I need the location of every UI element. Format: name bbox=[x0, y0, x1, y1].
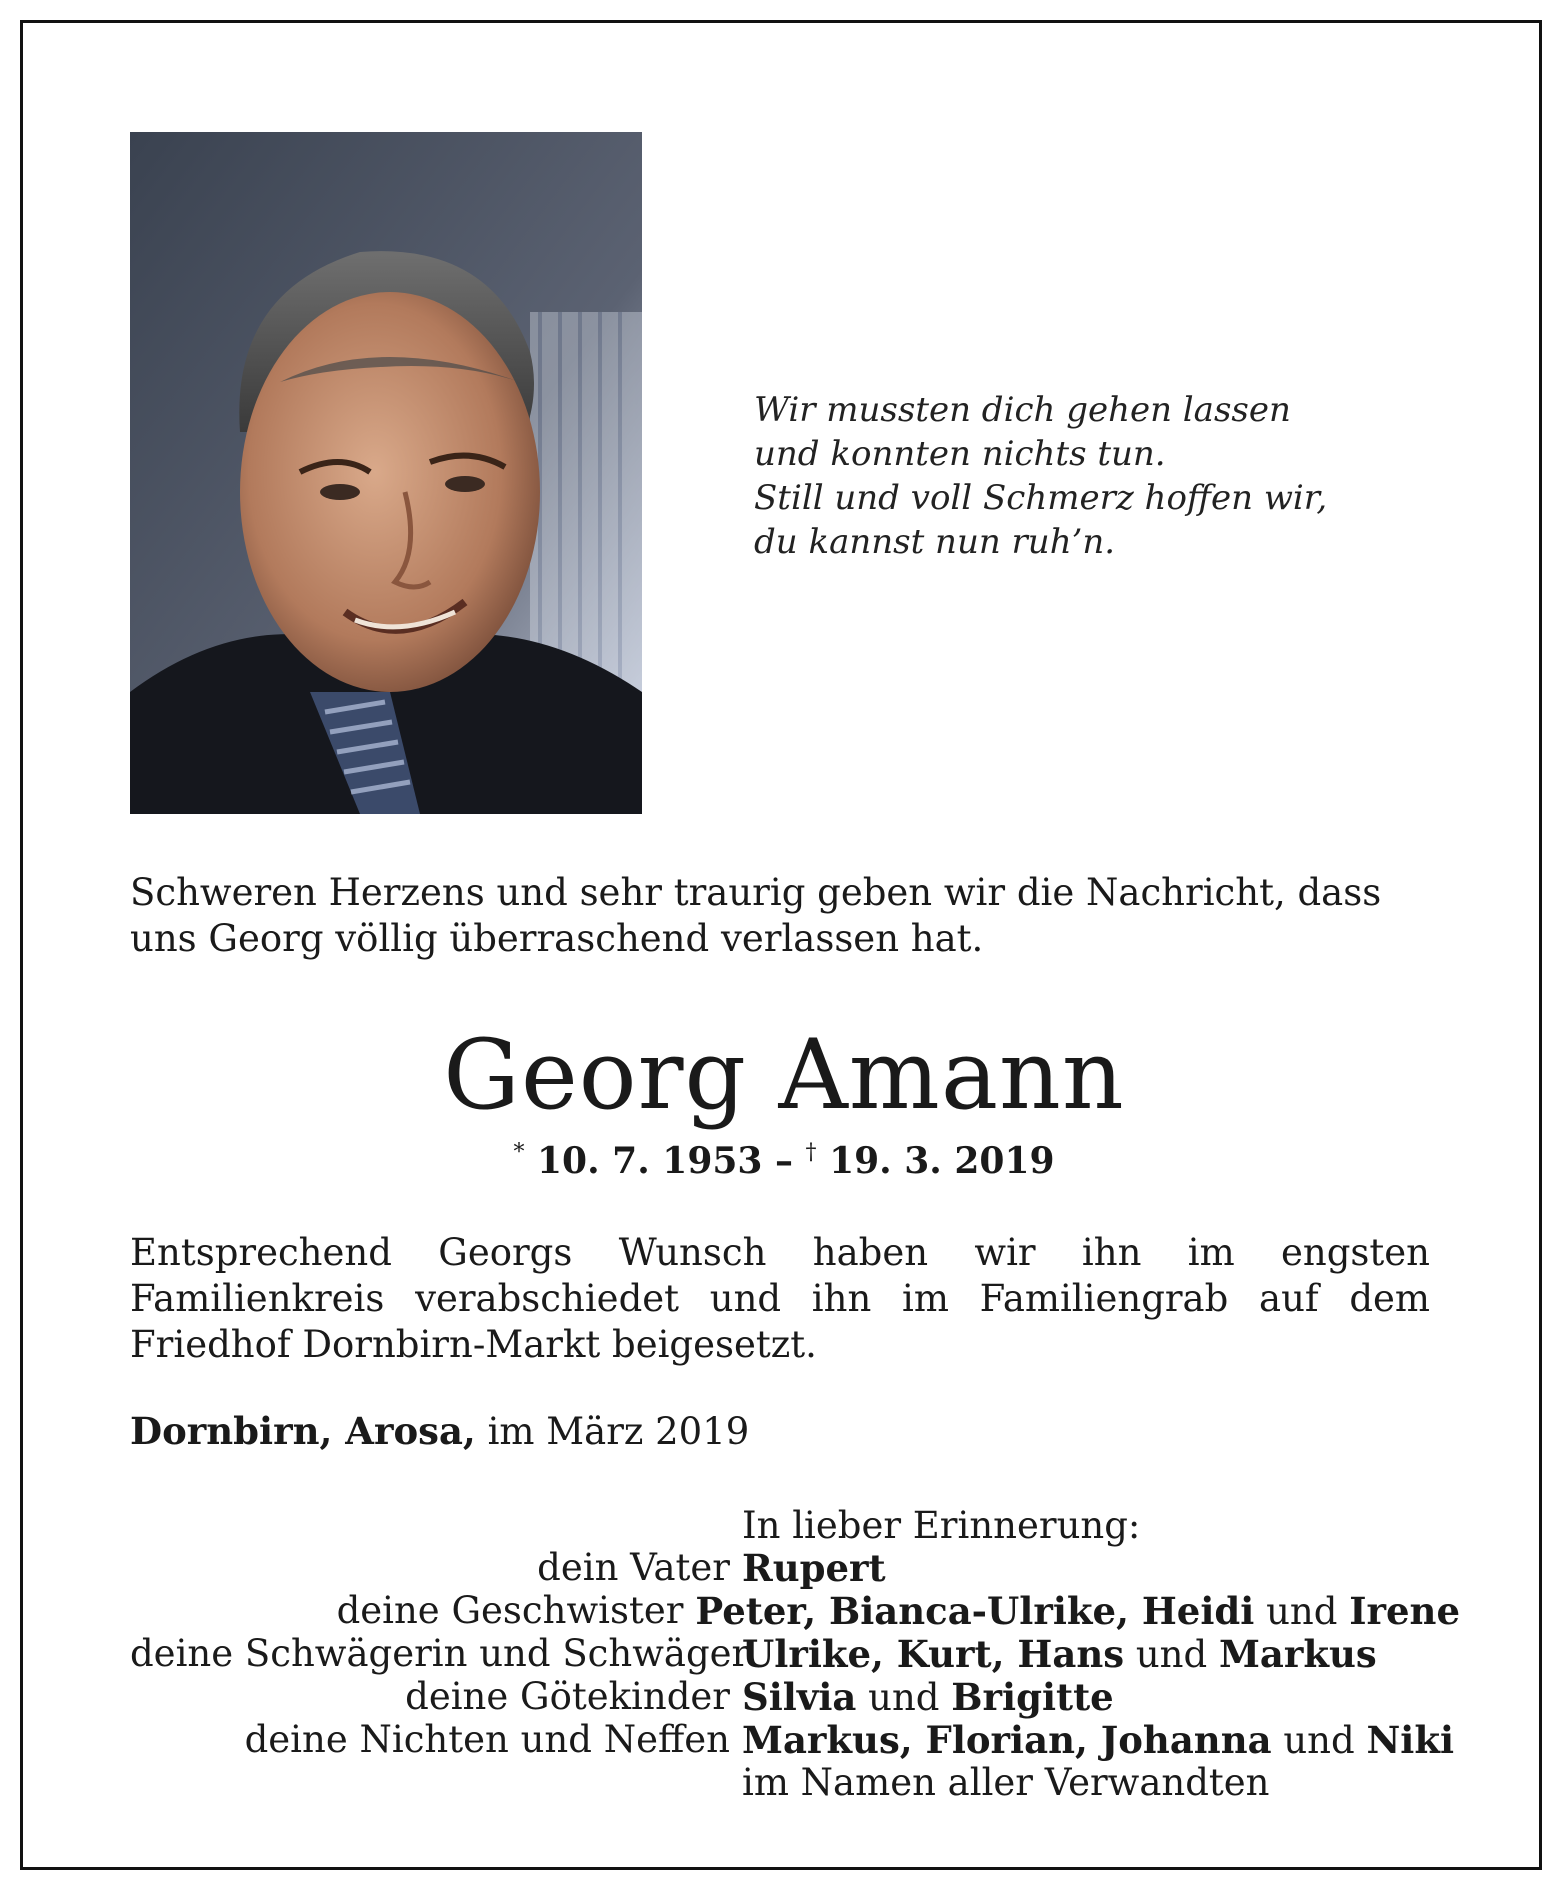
poem-line: und konnten nichts tun. bbox=[754, 434, 1166, 474]
list-item bbox=[130, 1590, 1460, 1633]
poem-line: du kannst nun ruh’n. bbox=[754, 522, 1116, 562]
mourner-names: Silvia bbox=[742, 1675, 857, 1719]
mourners-list bbox=[130, 1505, 1460, 1804]
mourners-heading: In lieber Erinnerung: bbox=[742, 1504, 1141, 1547]
mourner-names: Niki bbox=[1366, 1718, 1455, 1762]
poem-line: Still und voll Schmerz hoffen wir, bbox=[754, 478, 1328, 518]
portrait-illustration bbox=[130, 132, 642, 814]
mourner-names: Markus bbox=[1218, 1632, 1377, 1676]
mourner-names: Rupert bbox=[742, 1546, 886, 1590]
relation-label: deine Nichten und Neffen bbox=[244, 1718, 730, 1761]
death-date: 19. 3. 2019 bbox=[816, 1140, 1055, 1182]
poem-line: Wir mussten dich gehen lassen bbox=[754, 390, 1291, 430]
relation-label: deine Götekinder bbox=[405, 1675, 730, 1718]
mourner-names: Brigitte bbox=[951, 1675, 1114, 1719]
list-item bbox=[130, 1547, 1460, 1590]
relation-label: deine Geschwister bbox=[336, 1589, 684, 1632]
death-symbol: † bbox=[805, 1140, 817, 1165]
mourner-names: Irene bbox=[1349, 1589, 1460, 1633]
memorial-poem bbox=[754, 388, 1327, 564]
burial-text: Entsprechend Georgs Wunsch haben wir ihn im engsten Familienkreis verabschiedet und ihn im Familiengrab auf dem Friedhof Dornbirn-Markt beigesetzt. bbox=[130, 1231, 1430, 1366]
birth-date: 10. 7. 1953 – bbox=[524, 1140, 806, 1182]
relation-label: deine Schwägerin und Schwäger bbox=[130, 1632, 750, 1675]
portrait-photo bbox=[130, 132, 642, 814]
list-item bbox=[130, 1719, 1460, 1762]
list-item bbox=[130, 1676, 1460, 1719]
conjunction: und bbox=[1124, 1633, 1219, 1676]
conjunction: und bbox=[856, 1676, 952, 1719]
life-dates bbox=[0, 1140, 1568, 1182]
deceased-name: Georg Amann bbox=[443, 1019, 1125, 1131]
closing-line: im Namen aller Verwandten bbox=[742, 1761, 1270, 1804]
relation-label: dein Vater bbox=[537, 1546, 730, 1589]
conjunction: und bbox=[1254, 1590, 1350, 1633]
place-date bbox=[130, 1408, 749, 1455]
birth-symbol: * bbox=[513, 1140, 525, 1165]
list-item bbox=[130, 1762, 1460, 1804]
place-date-rest: im März 2019 bbox=[475, 1410, 750, 1453]
list-item bbox=[130, 1633, 1460, 1676]
place-names: Dornbirn, Arosa, bbox=[130, 1409, 476, 1453]
intro-text: Schweren Herzens und sehr traurig geben wir die Nachricht, dass uns Georg völlig überraschend verlassen hat. bbox=[130, 871, 1382, 960]
mourner-names: Ulrike, Kurt, Hans bbox=[742, 1632, 1125, 1676]
mourner-names: Peter, Bianca-Ulrike, Heidi bbox=[695, 1589, 1255, 1633]
mourner-names: Markus, Florian, Johanna bbox=[742, 1718, 1272, 1762]
conjunction: und bbox=[1271, 1719, 1367, 1762]
list-item bbox=[130, 1505, 1460, 1547]
